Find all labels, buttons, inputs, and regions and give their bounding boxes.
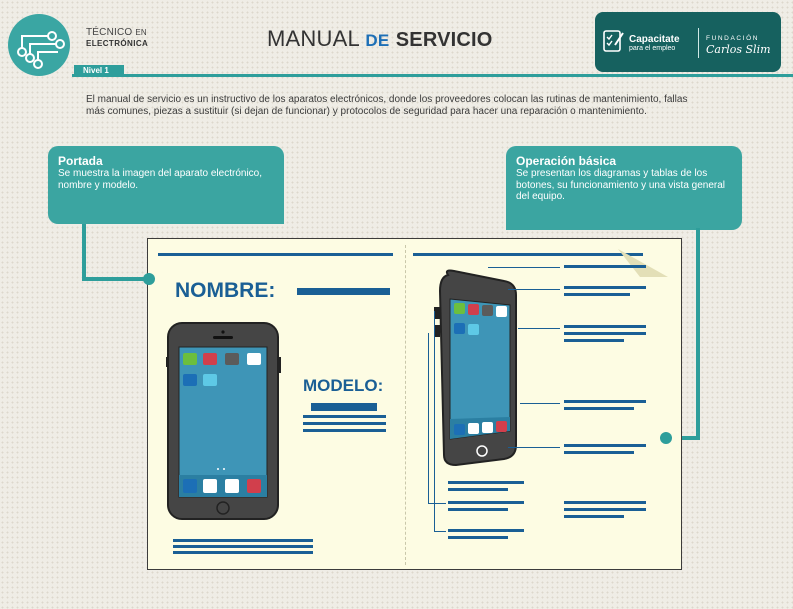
label-line [564, 451, 634, 454]
modelo-field [311, 403, 377, 411]
label-line [448, 488, 508, 491]
brand-name: Capacitate [629, 34, 680, 45]
label-line [564, 325, 646, 328]
course-subject: ELECTRÓNICA [86, 39, 149, 48]
phone-app-icon [183, 479, 197, 493]
label-line [564, 515, 624, 518]
text-line [173, 545, 313, 548]
message-app-icon [183, 353, 197, 365]
label-line [564, 407, 634, 410]
brand-tagline: para el empleo [629, 45, 676, 52]
label-line [564, 293, 630, 296]
text-line [303, 429, 386, 432]
label-line [564, 339, 624, 342]
page-fold [405, 245, 406, 565]
foundation-label: FUNDACIÓN [706, 35, 760, 42]
connector-line [82, 224, 86, 281]
foundation-name: Carlos Slim [706, 43, 771, 56]
checklist-icon [603, 29, 625, 53]
circuit-logo-icon [8, 14, 70, 76]
text-line [173, 551, 313, 554]
brand-divider [698, 28, 699, 58]
manual-spread [147, 238, 682, 570]
rule [158, 253, 393, 256]
label-line [564, 286, 646, 289]
connector-line [696, 228, 700, 440]
callout-body: Se presentan los diagramas y tablas de los botones, su funcionamiento y una vista general del equipo. [516, 168, 726, 202]
label-line [564, 501, 646, 504]
label-line [564, 332, 646, 335]
label-line [448, 481, 524, 484]
nombre-field [297, 288, 390, 295]
label-line [448, 536, 508, 539]
page-curl [618, 249, 668, 277]
phone-angled-illustration [434, 267, 522, 467]
label-line [448, 501, 524, 504]
header-rule [72, 74, 793, 77]
level-badge: Nivel 1 [74, 65, 124, 77]
mail-app-icon [203, 479, 217, 493]
rule [413, 253, 643, 256]
nombre-label: NOMBRE: [175, 279, 276, 302]
callout-operacion [506, 146, 742, 230]
label-line [448, 529, 524, 532]
label-line [564, 508, 646, 511]
intro-paragraph: El manual de servicio es un instructivo de los aparatos electrónicos, donde los proveedores colocan las rutinas de mantenimiento, fallas más comunes, piezas a sustituir (si dejan de funcionar) y protocolos de seguridad para hacer una reparación o mantenimiento. [86, 94, 688, 117]
phone-front-illustration [166, 321, 282, 523]
callout-portada [48, 146, 284, 224]
modelo-label: MODELO: [303, 376, 384, 395]
label-line [564, 400, 646, 403]
label-line [564, 444, 646, 447]
text-line [303, 415, 386, 418]
callout-body: Se muestra la imagen del aparato electrónico, nombre y modelo. [58, 168, 263, 191]
connector-line [82, 277, 150, 281]
callout-title: Operación básica [516, 154, 617, 168]
page-title: MANUAL DE SERVICIO [267, 26, 493, 51]
callout-title: Portada [58, 154, 103, 168]
text-line [303, 422, 386, 425]
course-name: TÉCNICO EN [86, 27, 147, 38]
brand-box [595, 12, 781, 72]
text-line [173, 539, 313, 542]
connector-dot [660, 432, 672, 444]
connector-dot [143, 273, 155, 285]
label-line [448, 508, 508, 511]
label-line [564, 265, 646, 268]
